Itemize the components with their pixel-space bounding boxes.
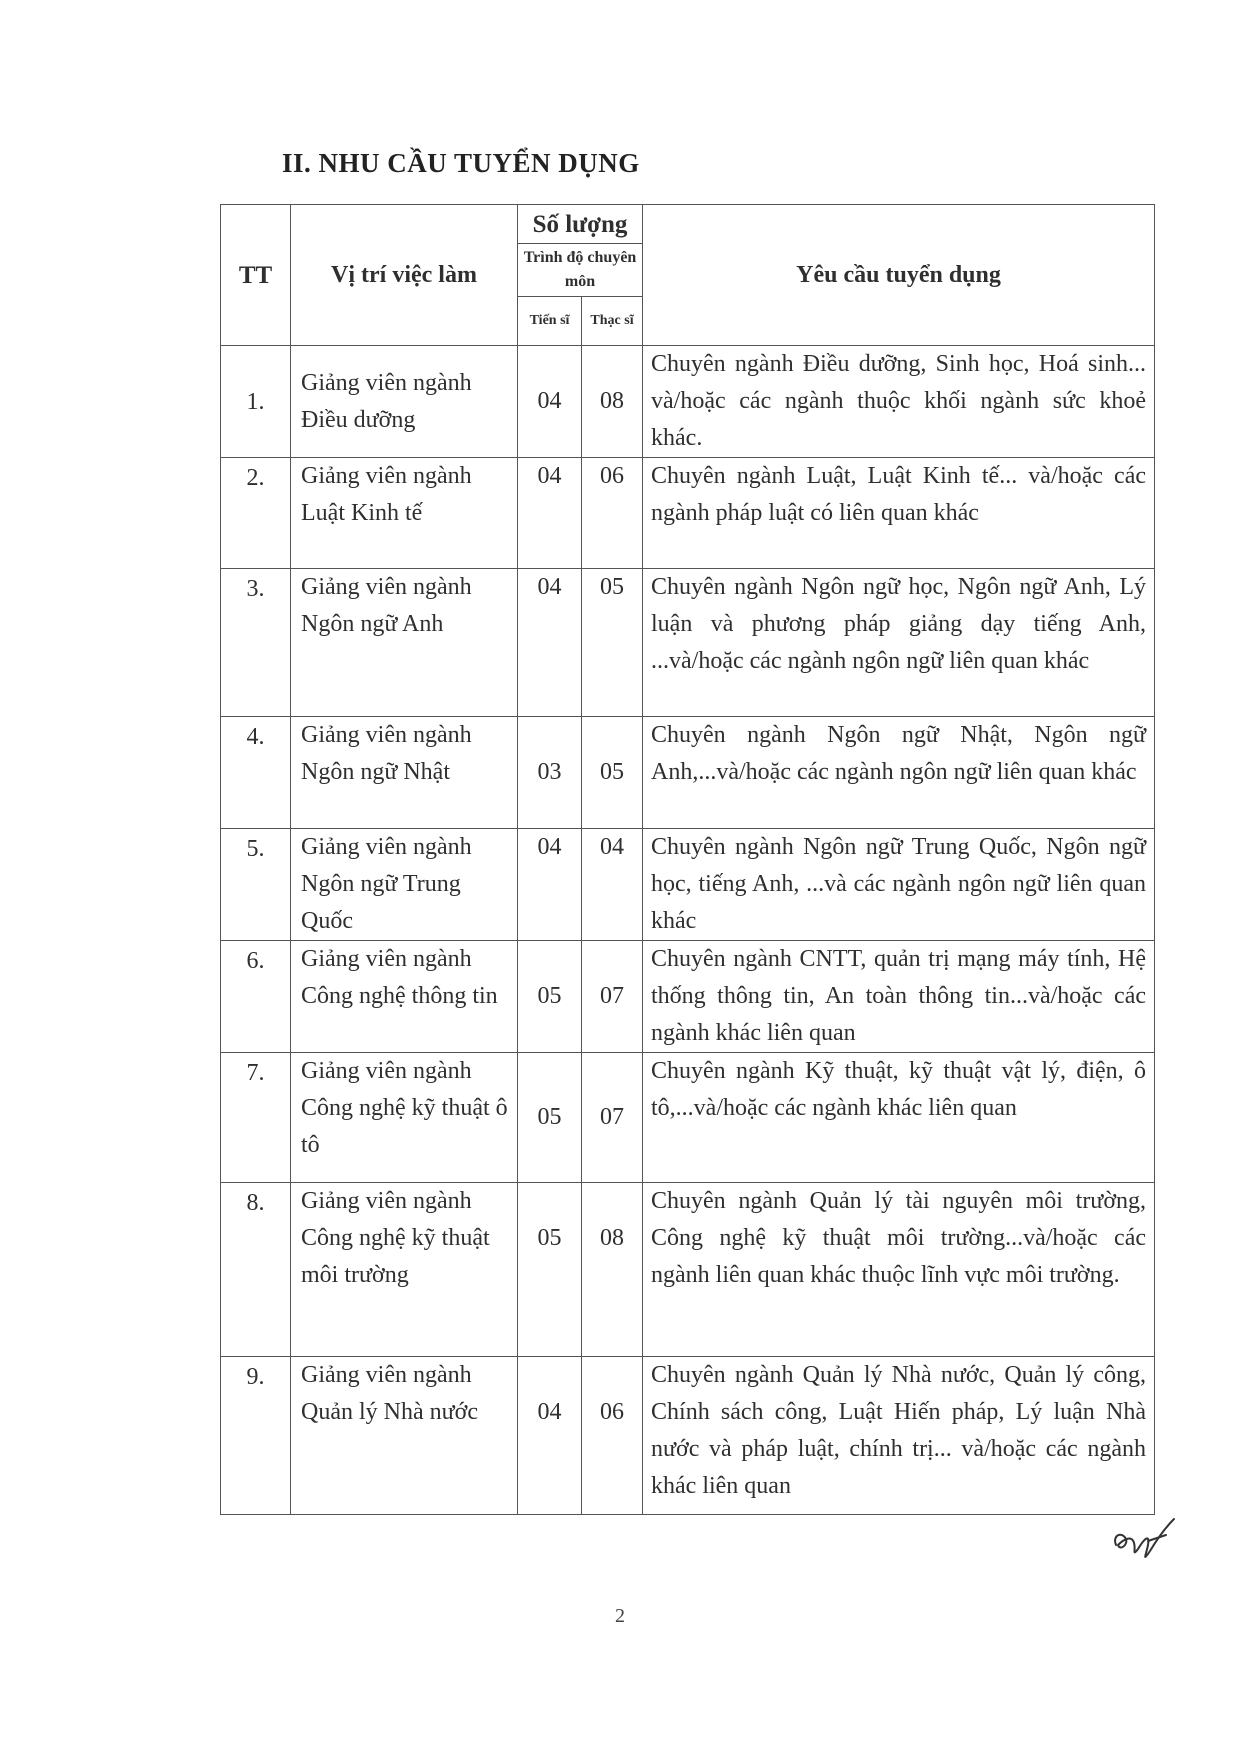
row-requirements: Chuyên ngành CNTT, quản trị mạng máy tính, Hệ thống thông tin, An toàn thông tin...và/hoặc các ngành khác liên quan	[643, 941, 1155, 1053]
table-row	[221, 569, 1155, 717]
table-row	[221, 829, 1155, 941]
row-number: 1.	[221, 346, 291, 458]
header-requirements: Yêu cầu tuyển dụng	[643, 205, 1155, 346]
table-row	[221, 346, 1155, 458]
row-doctor-count: 04	[518, 346, 582, 458]
row-doctor-count: 04	[518, 458, 582, 569]
row-number: 7.	[221, 1053, 291, 1183]
table-row	[221, 941, 1155, 1053]
row-requirements: Chuyên ngành Kỹ thuật, kỹ thuật vật lý, điện, ô tô,...và/hoặc các ngành khác liên quan	[643, 1053, 1155, 1183]
row-requirements: Chuyên ngành Ngôn ngữ học, Ngôn ngữ Anh, Lý luận và phương pháp giảng dạy tiếng Anh, ...và/hoặc các ngành ngôn ngữ liên quan khác	[643, 569, 1155, 717]
row-master-count: 07	[582, 941, 643, 1053]
row-doctor-count: 05	[518, 941, 582, 1053]
header-doctor: Tiến sĩ	[518, 297, 582, 346]
row-position: Giảng viên ngành Luật Kinh tế	[291, 458, 518, 569]
table-row	[221, 1357, 1155, 1515]
row-master-count: 08	[582, 346, 643, 458]
row-number: 2.	[221, 458, 291, 569]
row-master-count: 06	[582, 458, 643, 569]
row-position: Giảng viên ngành Quản lý Nhà nước	[291, 1357, 518, 1515]
signature-mark	[1108, 1505, 1188, 1565]
row-position: Giảng viên ngành Ngôn ngữ Trung Quốc	[291, 829, 518, 941]
header-tt: TT	[221, 205, 291, 346]
row-requirements: Chuyên ngành Ngôn ngữ Nhật, Ngôn ngữ Anh,...và/hoặc các ngành ngôn ngữ liên quan khác	[643, 717, 1155, 829]
row-position: Giảng viên ngành Điều dưỡng	[291, 346, 518, 458]
page-number: 2	[615, 1605, 625, 1627]
row-master-count: 05	[582, 569, 643, 717]
row-master-count: 08	[582, 1183, 643, 1357]
row-number: 5.	[221, 829, 291, 941]
row-position: Giảng viên ngành Công nghệ thông tin	[291, 941, 518, 1053]
row-position: Giảng viên ngành Công nghệ kỹ thuật môi trường	[291, 1183, 518, 1357]
header-master: Thạc sĩ	[582, 297, 643, 346]
row-doctor-count: 04	[518, 829, 582, 941]
row-doctor-count: 04	[518, 569, 582, 717]
row-number: 3.	[221, 569, 291, 717]
recruitment-table	[220, 204, 1155, 1515]
row-position: Giảng viên ngành Công nghệ kỹ thuật ô tô	[291, 1053, 518, 1183]
row-master-count: 05	[582, 717, 643, 829]
header-quantity: Số lượng	[518, 205, 643, 244]
row-requirements: Chuyên ngành Quản lý tài nguyên môi trường, Công nghệ kỹ thuật môi trường...và/hoặc các ngành liên quan khác thuộc lĩnh vực môi trường.	[643, 1183, 1155, 1357]
header-qualification: Trình độ chuyên môn	[518, 244, 643, 297]
row-doctor-count: 05	[518, 1053, 582, 1183]
table-row	[221, 1053, 1155, 1183]
row-doctor-count: 04	[518, 1357, 582, 1515]
row-number: 6.	[221, 941, 291, 1053]
row-doctor-count: 05	[518, 1183, 582, 1357]
header-position: Vị trí việc làm	[291, 205, 518, 346]
row-master-count: 04	[582, 829, 643, 941]
row-position: Giảng viên ngành Ngôn ngữ Nhật	[291, 717, 518, 829]
row-number: 9.	[221, 1357, 291, 1515]
row-doctor-count: 03	[518, 717, 582, 829]
row-position: Giảng viên ngành Ngôn ngữ Anh	[291, 569, 518, 717]
row-number: 8.	[221, 1183, 291, 1357]
row-requirements: Chuyên ngành Luật, Luật Kinh tế... và/hoặc các ngành pháp luật có liên quan khác	[643, 458, 1155, 569]
row-requirements: Chuyên ngành Điều dưỡng, Sinh học, Hoá sinh... và/hoặc các ngành thuộc khối ngành sức khoẻ khác.	[643, 346, 1155, 458]
section-title: II. NHU CẦU TUYỂN DỤNG	[282, 148, 640, 178]
row-number: 4.	[221, 717, 291, 829]
table-row	[221, 717, 1155, 829]
row-requirements: Chuyên ngành Quản lý Nhà nước, Quản lý công, Chính sách công, Luật Hiến pháp, Lý luận Nhà nước và pháp luật, chính trị... và/hoặc các ngành khác liên quan	[643, 1357, 1155, 1515]
row-requirements: Chuyên ngành Ngôn ngữ Trung Quốc, Ngôn ngữ học, tiếng Anh, ...và các ngành ngôn ngữ liên quan khác	[643, 829, 1155, 941]
table-row	[221, 458, 1155, 569]
table-row	[221, 1183, 1155, 1357]
row-master-count: 06	[582, 1357, 643, 1515]
row-master-count: 07	[582, 1053, 643, 1183]
